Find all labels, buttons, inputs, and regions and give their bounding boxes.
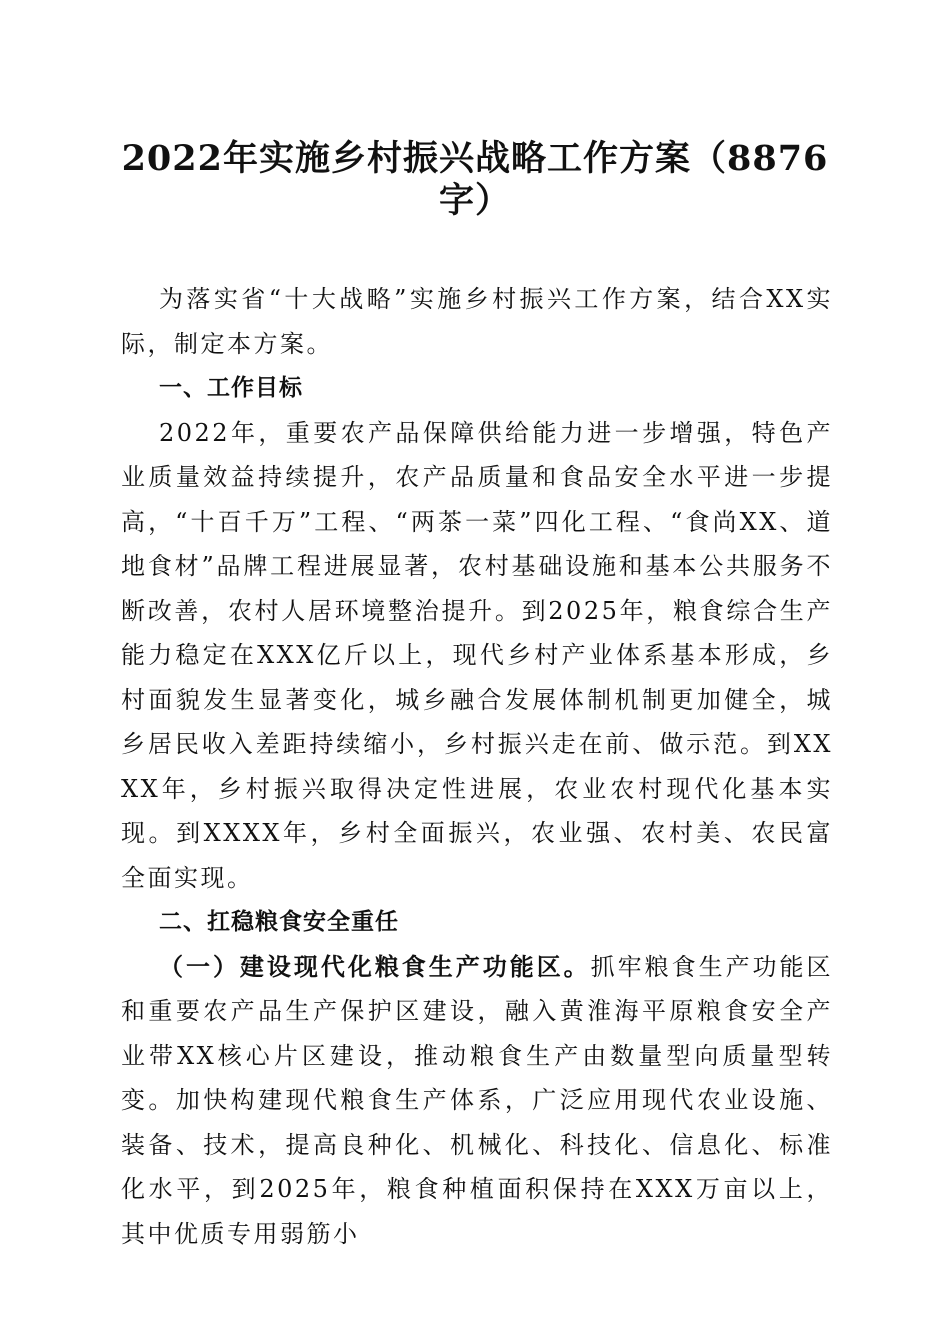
section-heading-goals: 一、工作目标 (159, 375, 303, 401)
food-security-paragraph (121, 945, 833, 1257)
document-body (121, 277, 833, 1256)
grain-zone-text: 抓牢粮食生产功能区和重要农产品生产保护区建设，融入黄淮海平原粮食安全产业带XX核心片区建设，推动粮食生产由数量型向质量型转变。加快构建现代粮食生产体系，广泛应用现代农业设施、装备、技术，提高良种化、机械化、科技化、信息化、标准化水平，到2025年，粮食种植面积保持在XXX万亩以上，其中优质专用弱筋小 (121, 952, 834, 1248)
sub-heading-grain-zone: （一）建设现代化粮食生产功能区。 (159, 951, 591, 981)
goals-paragraph: 2022年，重要农产品保障供给能力进一步增强，特色产业质量效益持续提升，农产品质量和食品安全水平进一步提高，“十百千万”工程、“两茶一菜”四化工程、“食尚XX、道地食材”品牌工程进展显著，农村基础设施和基本公共服务不断改善，农村人居环境整治提升。到2025年，粮食综合生产能力稳定在XXX亿斤以上，现代乡村产业体系基本形成，乡村面貌发生显著变化，城乡融合发展体制机制更加健全，城乡居民收入差距持续缩小，乡村振兴走在前、做示范。到XXXX年，乡村振兴取得决定性进展，农业农村现代化基本实现。到XXXX年，乡村全面振兴，农业强、农村美、农民富全面实现。 (121, 418, 833, 892)
section-heading-food-security: 二、扛稳粮食安全重任 (159, 909, 399, 935)
title-line-1: 2022年实施乡村振兴战略工作方案（8876 (121, 138, 829, 179)
document-title (100, 138, 850, 222)
title-line-2: 字） (438, 180, 511, 221)
intro-paragraph: 为落实省“十大战略”实施乡村振兴工作方案，结合XX实际，制定本方案。 (121, 285, 833, 358)
